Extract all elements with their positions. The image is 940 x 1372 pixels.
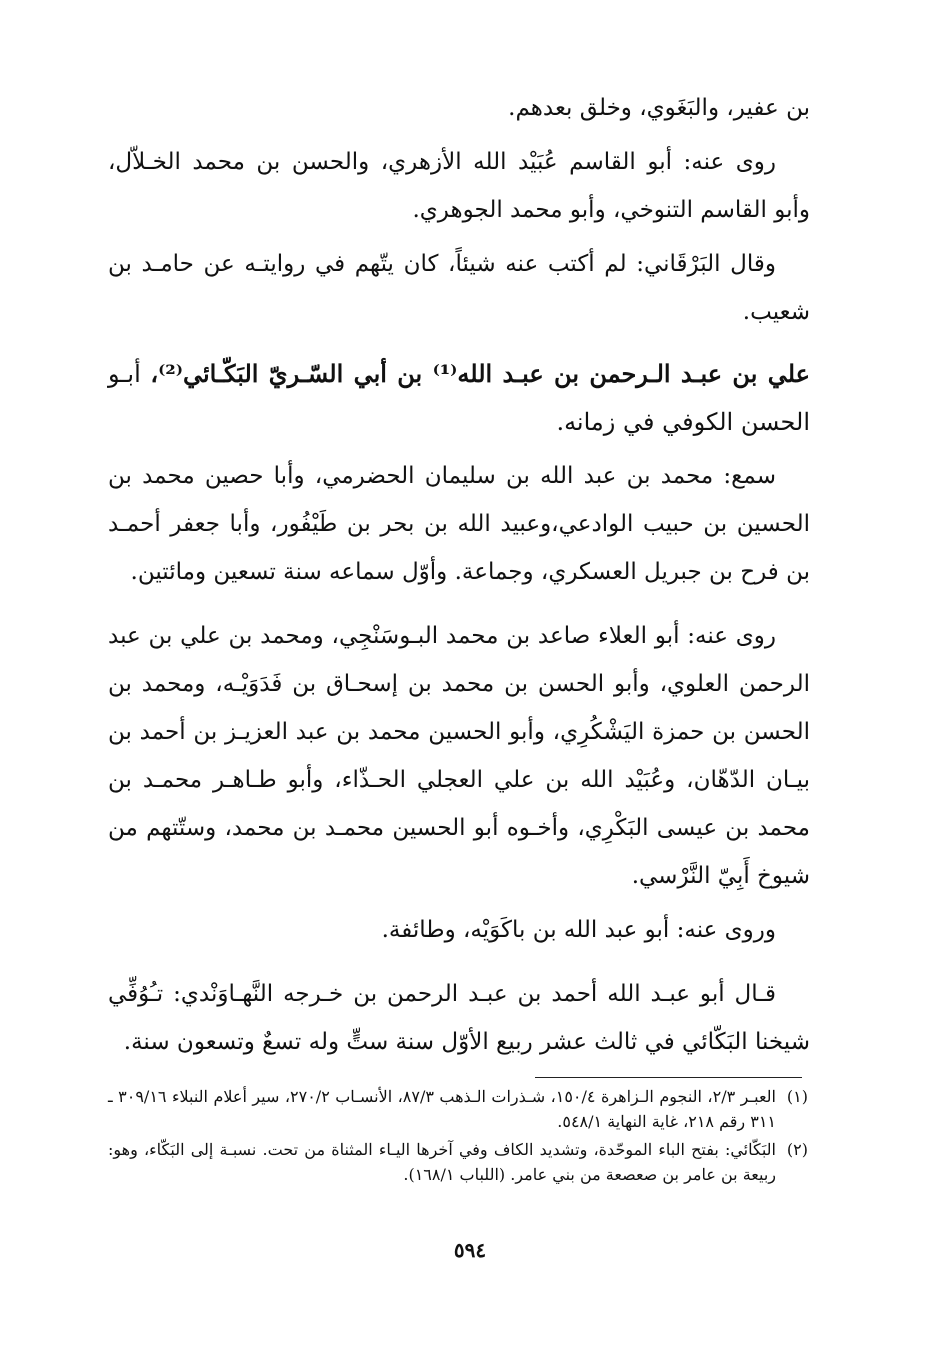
footnote-2 (108, 1137, 808, 1187)
paragraph-narrators-from: روى عنه: أبو القاسم عُبَيْد الله الأزهري، والحسن بن محمد الخـلاّل، وأبو القاسم التنوخي، وأبو محمد الجوهري. (108, 149, 810, 223)
footnote-text: العبـر ٢/٣، النجوم الـزاهرة ١٥٠/٤، شـذرات الـذهب ٨٧/٣، الأنسـاب ٢٧٠/٢، سير أعلام النبلاء ٣٠٩/١٦ ـ ٣١١ رقم ٢١٨، غاية النهاية ٥٤٨/١. (108, 1087, 777, 1131)
paragraph-narrated-by: روى عنه: أبو العلاء صاعد بن محمد البـوسَنْجِي، ومحمد بن علي بن عبد الرحمن العلوي، وأبو الحسن بن محمد بن إسحـاق بن فَدَوَيْـه، ومحمد بن الحسن بن حمزة اليَشْكُرِي، وأبو الحسين محمد بن عبد العزيـز بن أحمد بن بيـان الدّهّان، وعُبَيْد الله بن علي العجلي الحـذّاء، وأبو طـاهـر محمـد بن محمد بن عيسى البَكْرِي، وأخـوه أبو الحسين محمـد بن محمد، وستّتهم من شيوخ أَبِيّ النَّرْسي. (108, 623, 810, 889)
entry-heading-rest: أبـو الحسن الكوفي في زمانه. (108, 360, 810, 436)
footnote-1 (108, 1084, 808, 1134)
footnote-number: (٢) (786, 1140, 808, 1159)
page-number: ٥٩٤ (453, 1238, 487, 1262)
footnotes (108, 1084, 808, 1190)
paragraph-continuation: بن عفير، والبَغَوي، وخلق بعدهم. (508, 95, 810, 121)
biography-entry (108, 350, 810, 446)
paragraph-heard-from: سمع: محمد بن عبد الله بن سليمان الحضرمي، وأبا حصين محمد بن الحسين بن حبيب الوادعي،وعبيد الله بن بحر بن طَيْفُور، وأبا جعفر أحمـد بن فرح بن جبريل العسكري، وجماعة. وأوّل سماعه سنة تسعين ومائتين. (108, 463, 810, 585)
footnote-text: البَكّائي: بفتح الباء الموحّدة، وتشديد الكاف وفي آخرها اليـاء المثناة من تحت. نسبـة إلى البَكّاء، وهو: ربيعة بن عامر بن صعصعة من بني عامر. (اللباب ١٦٨/١). (108, 1140, 776, 1184)
main-text (108, 84, 810, 1072)
paragraph-barqani-note: وقال البَرْقَاني: لم أكتب عنه شيئاً، كان يتّهم في روايتـه عن حامـد بن شعيب. (108, 251, 810, 325)
footnote-number: (١) (786, 1087, 808, 1106)
paragraph-also-narrated: وروى عنه: أبو عبد الله بن باكَوَيْه، وطائفة. (381, 917, 776, 943)
footnote-divider (535, 1077, 802, 1078)
paragraph-death-date: قـال أبو عبـد الله أحمد بن عبـد الرحمن بن خـرجه النَّهـاوَنْدي: تـُوُفِّي شيخنا البَكّائي في ثالث عشر ربيع الأوّل سنة ستٍّ وله تسعٌ وتسعون سنة. (108, 981, 810, 1055)
entry-heading: علي بن عبـد الـرحمن بن عبـد الله⁽¹⁾ بن أبي السّـريّ البَكّـائي⁽²⁾، (150, 359, 810, 388)
